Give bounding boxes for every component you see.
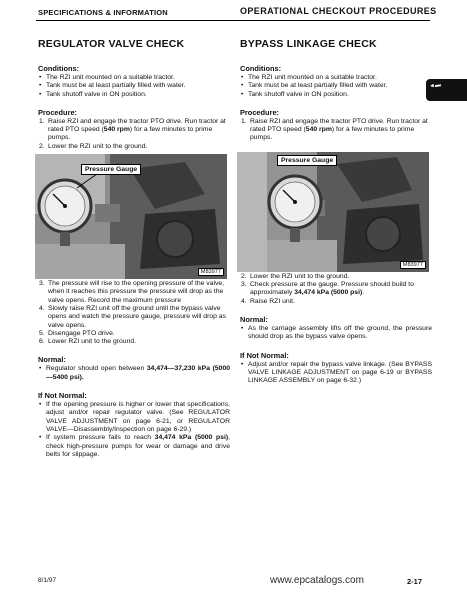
pressure-gauge-callout: Pressure Gauge xyxy=(277,155,337,166)
conditions-list xyxy=(38,74,230,99)
section-tab-icon: ◄▬ xyxy=(426,79,467,101)
conditions-heading: Conditions: xyxy=(240,64,282,73)
list-item: 6. Lower RZI unit to the ground. xyxy=(39,338,137,346)
footer-date: 8/1/97 xyxy=(38,577,57,584)
procedure-steps xyxy=(240,118,432,143)
list-item: 4. Raise RZI unit. xyxy=(241,297,295,305)
list-item: • As the carriage assembly lifts off the ground, the pressure should drop as the bypass valve opens. xyxy=(240,325,432,342)
pressure-gauge-callout: Pressure Gauge xyxy=(81,164,141,175)
section-header-right: OPERATIONAL CHECKOUT PROCEDURES xyxy=(240,6,437,16)
pressure-gauge-photo xyxy=(35,154,227,279)
procedure-heading: Procedure: xyxy=(240,107,280,117)
normal-heading: Normal: xyxy=(38,355,66,365)
list-item: • If the opening pressure is higher or lower that specifications, adjust and/or repair regulator valve. (See REGULATOR VALVE ADJUSTMENT on page 6-21, or REGULATOR VALVE—Disassembly/Inspection on page 6-29.) xyxy=(38,401,230,434)
procedure-heading: Procedure: xyxy=(38,107,78,117)
page-number: 2-17 xyxy=(407,577,423,586)
list-item: • The RZI unit mounted on a suitable tractor. xyxy=(240,74,432,82)
list-item: 2. Lower the RZI unit to the ground. xyxy=(39,142,148,150)
list-item: • Tank shutoff valve in ON position. xyxy=(240,91,432,99)
list-item: 4. Slowly raise RZI unit off the ground until the bypass valve opens and watch the pressure gauge, pressure will drop as valve opens. xyxy=(39,304,226,329)
list-item: • Tank shutoff valve in ON position. xyxy=(38,91,230,99)
conditions-list xyxy=(240,74,432,99)
procedure-steps-continued xyxy=(38,280,230,346)
bypass-linkage-check-section xyxy=(240,38,432,385)
list-item: • If system pressure fails to reach 34,474 kPa (5000 psi), check high-pressure pumps for wear or damage and drive belts for slippage. xyxy=(38,434,230,459)
list-item: 1. Raise RZI and engage the tractor PTO drive. Run tractor at rated PTO speed (540 rpm) for a few minutes to prime pumps. xyxy=(39,117,226,142)
watermark-url: www.epcatalogs.com xyxy=(270,575,364,586)
header-rule xyxy=(36,20,430,21)
list-item: 5. Disengage PTO drive. xyxy=(39,329,115,337)
list-item: 1. Raise RZI and engage the tractor PTO drive. Run tractor at rated PTO speed (540 rpm) for a few minutes to prime pumps. xyxy=(241,117,428,142)
not-normal-heading: If Not Normal: xyxy=(240,350,289,360)
not-normal-list xyxy=(38,401,230,459)
procedure-steps xyxy=(38,118,230,151)
list-item: • Tank must be at least partially filled with water. xyxy=(240,82,432,90)
regulator-valve-check-section xyxy=(38,38,230,459)
figure-id: M83977 xyxy=(400,261,426,269)
section-title: BYPASS LINKAGE CHECK xyxy=(240,38,377,50)
pressure-gauge-photo xyxy=(237,152,429,272)
procedure-steps-continued xyxy=(240,273,432,306)
list-item: • Adjust and/or repair the bypass valve linkage. (See BYPASS VALVE LINKAGE ADJUSTMENT on page 6-19 or BYPASS LINKAGE ASSEMBLY on page 6-32.) xyxy=(240,361,432,386)
list-item: 3. Check pressure at the gauge. Pressure should build to approximately 34,474 kPa (5000 psi). xyxy=(241,281,414,297)
normal-list xyxy=(240,325,432,342)
normal-list xyxy=(38,365,230,382)
not-normal-heading: If Not Normal: xyxy=(38,391,87,401)
figure-id: M83977 xyxy=(198,268,224,276)
not-normal-list xyxy=(240,361,432,386)
list-item: • Tank must be at least partially filled with water. xyxy=(38,82,230,90)
section-title: REGULATOR VALVE CHECK xyxy=(38,38,185,50)
list-item: • Regulator should open between 34,474—37,230 kPa (5000—5400 psi). xyxy=(38,365,230,382)
list-item: • The RZI unit mounted on a suitable tractor. xyxy=(38,74,230,82)
list-item: 3. The pressure will rise to the opening pressure of the valve, when it reaches this pressure the pressure will drop as the valve opens. Record the maximum pressure xyxy=(39,280,225,304)
section-header-left: SPECIFICATIONS & INFORMATION xyxy=(38,8,168,17)
conditions-heading: Conditions: xyxy=(38,64,80,73)
normal-heading: Normal: xyxy=(240,314,268,324)
list-item: 2. Lower the RZI unit to the ground. xyxy=(241,272,350,280)
